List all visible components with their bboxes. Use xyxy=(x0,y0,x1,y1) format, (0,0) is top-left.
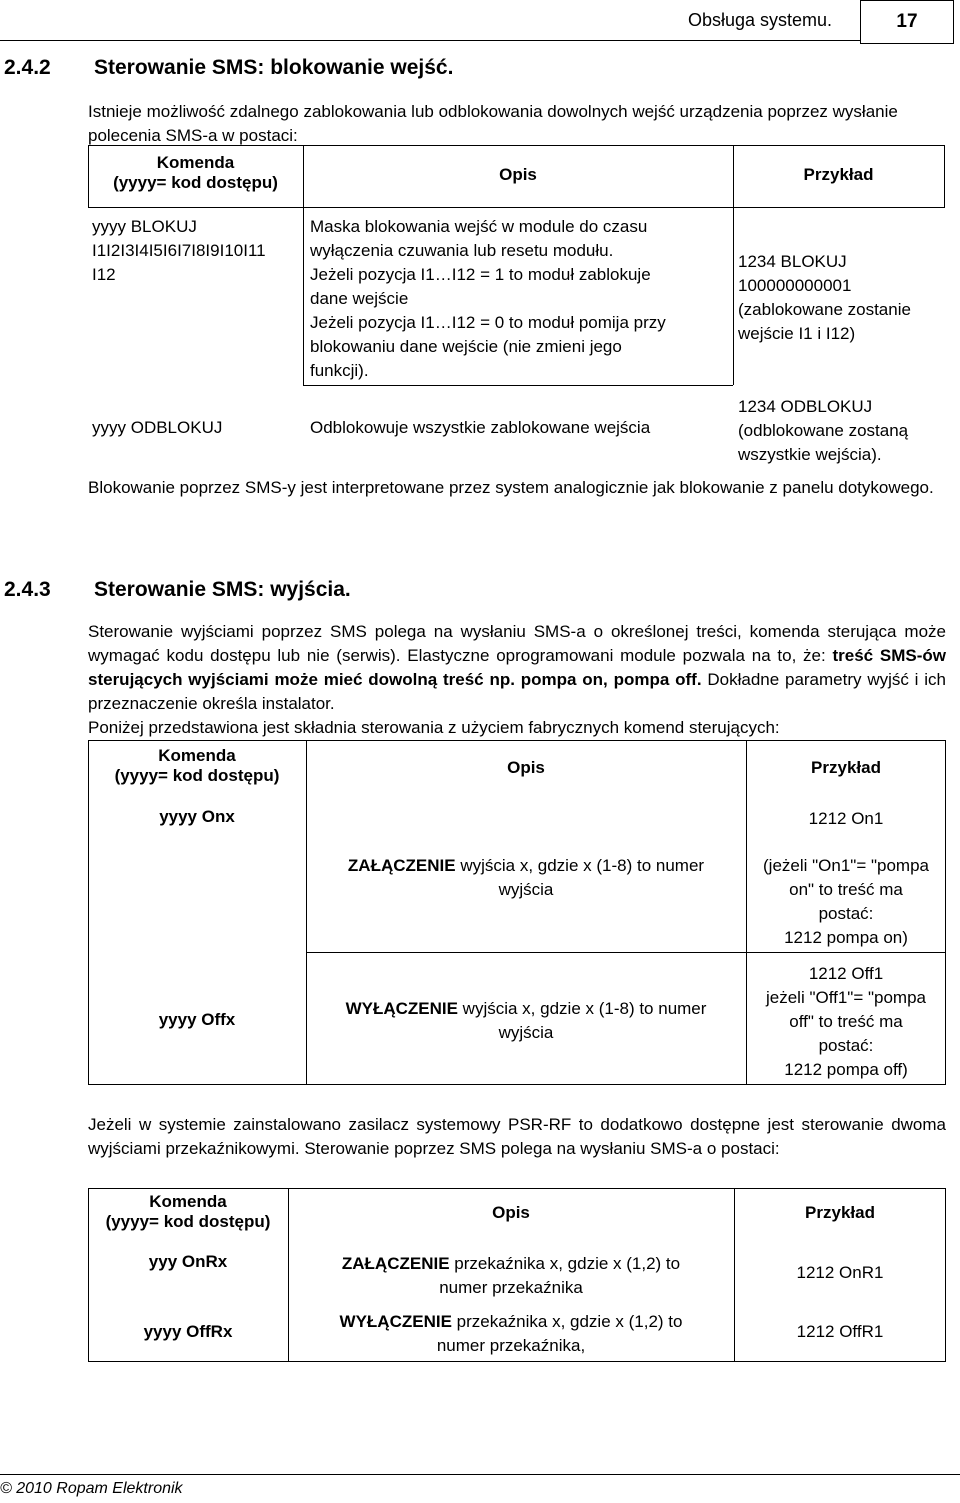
cmd-onrx: yyy OnRx xyxy=(148,1252,228,1271)
desc-blokuj xyxy=(310,215,666,383)
example-blokuj xyxy=(738,250,911,346)
col-header-command xyxy=(88,153,303,193)
desc-keyword: ZAŁĄCZENIE xyxy=(347,856,456,875)
table-border xyxy=(944,145,945,208)
col-header-command-line2: (yyyy= kod dostępu) xyxy=(114,766,280,785)
example-line: postać: xyxy=(818,904,874,923)
desc-line: funkcji). xyxy=(310,361,369,380)
desc-line: Jeżeli pozycja I1…I12 = 1 to moduł zablokuje xyxy=(310,265,651,284)
col-header-desc: Opis xyxy=(507,758,545,777)
running-header: Obsługa systemu. xyxy=(688,10,833,30)
cmd-blokuj xyxy=(92,215,266,287)
example-line: 100000000001 xyxy=(738,276,852,295)
example-spacer xyxy=(746,831,946,854)
desc-line: wyjścia xyxy=(498,1023,554,1042)
example-offx xyxy=(746,962,946,1082)
table-border xyxy=(306,952,746,953)
section-after-text: Blokowanie poprzez SMS-y jest interpretowane przez system analogicznie jak blokowanie z panelu dotykowego. xyxy=(88,478,934,497)
section-title: Sterowanie SMS: blokowanie wejść. xyxy=(94,56,454,79)
example-onrx: 1212 OnR1 xyxy=(796,1263,884,1282)
cmd-offx: yyyy Offx xyxy=(158,1010,236,1029)
example-line: 1212 pompa on) xyxy=(784,928,908,947)
col-header-command-line2: (yyyy= kod dostępu) xyxy=(113,173,278,192)
table-border xyxy=(733,207,734,385)
table-border xyxy=(88,1361,946,1362)
desc-line: dane wejście xyxy=(310,289,409,308)
desc-line: Maska blokowania wejść w module do czasu xyxy=(310,217,648,236)
col-header-command-line1: Komenda xyxy=(158,746,236,765)
cmd-line: I12 xyxy=(92,265,116,284)
col-header-command-line1: Komenda xyxy=(156,153,235,172)
desc-offx xyxy=(306,997,746,1045)
col-header-command-line2: (yyyy= kod dostępu) xyxy=(105,1212,271,1231)
example-onx xyxy=(746,807,946,950)
outputs-table xyxy=(88,740,946,1085)
desc-odblokuj: Odblokowuje wszystkie zablokowane wejścia xyxy=(310,418,651,437)
cmd-onx: yyyy Onx xyxy=(159,807,235,826)
example-line: jeżeli "Off1"= "pompa xyxy=(765,988,926,1007)
relays-table xyxy=(88,1188,946,1362)
desc-line: numer przekaźnika xyxy=(439,1278,583,1297)
section-heading-242 xyxy=(4,56,453,80)
table-border xyxy=(303,385,733,386)
desc-text: przekaźnika x, gdzie x (1,2) to xyxy=(449,1254,681,1273)
desc-line: numer przekaźnika, xyxy=(436,1336,586,1355)
example-line: 1212 On1 xyxy=(808,809,884,828)
desc-keyword: WYŁĄCZENIE xyxy=(339,1312,452,1331)
section-heading-243 xyxy=(4,578,351,602)
example-line: postać: xyxy=(818,1036,874,1055)
desc-keyword: ZAŁĄCZENIE xyxy=(341,1254,450,1273)
example-line: off" to treść ma xyxy=(789,1012,903,1031)
desc-line: Jeżeli pozycja I1…I12 = 0 to moduł pomija przy xyxy=(310,313,666,332)
paragraph-emphasis: treść SMS-ów sterujących wyjściami może mieć dowolną treść np. pompa on, pompa off. xyxy=(88,646,946,689)
table-border xyxy=(303,207,304,385)
desc-text: przekaźnika x, gdzie x (1,2) to xyxy=(451,1312,683,1331)
col-header-desc: Opis xyxy=(492,1203,530,1222)
desc-text: wyjścia x, gdzie x (1-8) to numer xyxy=(457,999,707,1018)
table-border xyxy=(88,740,946,741)
header-rule xyxy=(0,40,860,41)
outputs-paragraph xyxy=(88,620,946,716)
example-line: (odblokowane zostaną xyxy=(738,421,909,440)
example-line: on" to treść ma xyxy=(789,880,903,899)
col-header-example: Przykład xyxy=(803,165,874,184)
example-line: 1212 pompa off) xyxy=(784,1060,908,1079)
desc-onrx xyxy=(288,1252,734,1300)
syntax-intro: Poniżej przedstawiona jest składnia sterowania z użyciem fabrycznych komend sterujących: xyxy=(88,718,780,737)
section-number: 2.4.3 xyxy=(4,578,51,601)
page-number: 17 xyxy=(860,0,954,44)
example-odblokuj xyxy=(738,395,908,467)
col-header-command-line1: Komenda xyxy=(149,1192,227,1211)
cmd-offrx: yyyy OffRx xyxy=(143,1322,233,1341)
example-offrx: 1212 OffR1 xyxy=(796,1322,884,1341)
example-line: wejście I1 i I12) xyxy=(738,324,856,343)
table-border xyxy=(88,207,945,208)
blocking-table xyxy=(88,145,945,470)
example-line: (jeżeli "On1"= "pompa xyxy=(763,856,929,875)
table-border xyxy=(88,1188,946,1189)
example-line: 1212 Off1 xyxy=(808,964,884,983)
desc-onx xyxy=(306,854,746,902)
paragraph-text: Dokładne parametry wyjść i ich przeznaczenie określa instalator. xyxy=(88,670,946,713)
example-line: 1234 ODBLOKUJ xyxy=(738,397,873,416)
example-line: 1234 BLOKUJ xyxy=(738,252,847,271)
relay-paragraph: Jeżeli w systemie zainstalowano zasilacz systemowy PSR-RF to dodatkowo dostępne jest sterowanie dwoma wyjściami przekaźnikowymi. Sterowanie poprzez SMS polega na wysłaniu SMS-a o postaci: xyxy=(88,1115,946,1158)
desc-keyword: WYŁĄCZENIE xyxy=(345,999,458,1018)
table-border xyxy=(88,740,89,1085)
section-intro: Istnieje możliwość zdalnego zablokowania lub odblokowania dowolnych wejść urządzenia poprzez wysłanie polecenia SMS-a w postaci: xyxy=(88,102,898,145)
paragraph-text: Sterowanie wyjściami poprzez SMS polega na wysłaniu SMS-a o określonej treści, komenda sterująca może wymagać kodu dostępu lub nie (serwis). Elastyczne oprogramowani module pozwala na to, że: xyxy=(88,622,946,665)
cmd-line: I1I2I3I4I5I6I7I8I9I10I11 xyxy=(92,241,266,260)
table-border xyxy=(88,145,945,146)
col-header-example: Przykład xyxy=(811,758,881,777)
footer-copyright: © 2010 Ropam Elektronik xyxy=(0,1480,183,1497)
section-title: Sterowanie SMS: wyjścia. xyxy=(94,578,351,601)
example-line: wszystkie wejścia). xyxy=(738,445,882,464)
table-border xyxy=(746,952,946,953)
footer-rule xyxy=(0,1474,960,1475)
cmd-odblokuj: yyyy ODBLOKUJ xyxy=(92,418,223,437)
desc-line: wyjścia xyxy=(498,880,554,899)
section-number: 2.4.2 xyxy=(4,56,51,79)
col-header-desc: Opis xyxy=(499,165,537,184)
desc-text: wyjścia x, gdzie x (1-8) to numer xyxy=(455,856,705,875)
col-header-command xyxy=(88,746,306,786)
desc-line: blokowaniu dane wejście (nie zmieni jego xyxy=(310,337,622,356)
desc-offrx xyxy=(288,1310,734,1358)
desc-line: wyłączenia czuwania lub resetu modułu. xyxy=(310,241,614,260)
example-line: (zablokowane zostanie xyxy=(738,300,911,319)
cmd-line: yyyy BLOKUJ xyxy=(92,217,197,236)
col-header-command xyxy=(88,1192,288,1232)
col-header-example: Przykład xyxy=(805,1203,875,1222)
table-border xyxy=(88,1084,946,1085)
